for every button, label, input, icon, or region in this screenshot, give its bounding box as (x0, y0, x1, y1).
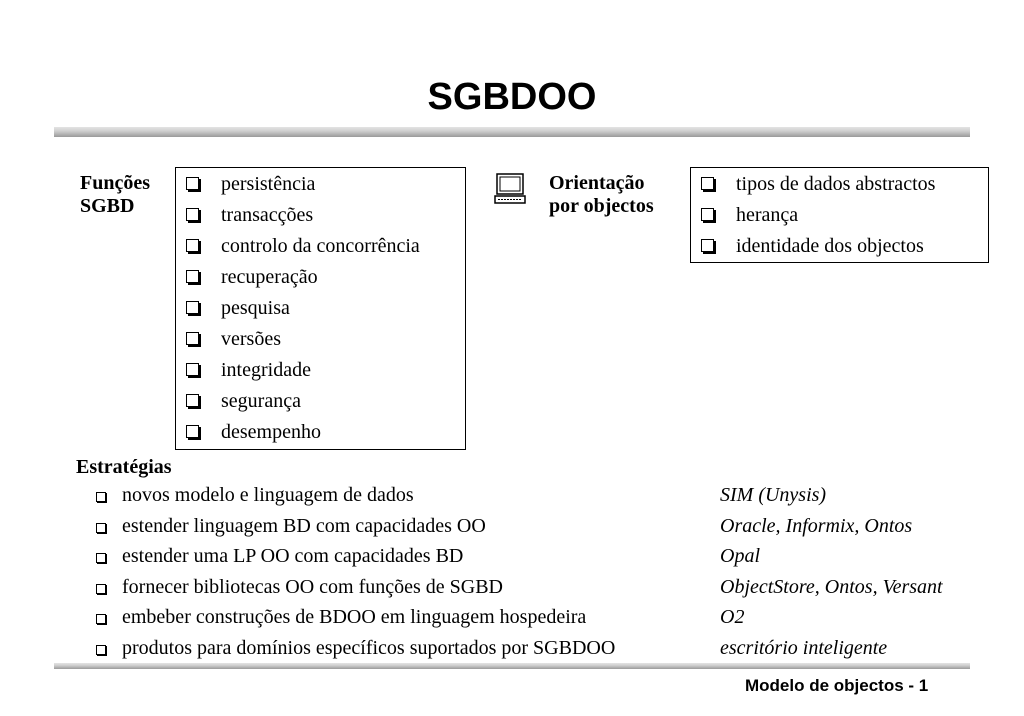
funcoes-box (175, 167, 466, 450)
funcoes-heading-line2: SGBD (80, 195, 135, 217)
list-item: persistência (176, 169, 465, 200)
funcoes-heading-line1: Funções (80, 172, 150, 194)
strategy-text: novos modelo e linguagem de dados (122, 484, 414, 506)
checkbox-bullet-icon (96, 523, 106, 533)
list-item: segurança (176, 386, 465, 417)
checkbox-bullet-icon (186, 208, 199, 221)
checkbox-bullet-icon (186, 363, 199, 376)
list-item: identidade dos objectos (691, 231, 988, 262)
checkbox-bullet-icon (96, 492, 106, 502)
orientacao-heading-line1: Orientação (549, 172, 645, 194)
strategy-text: produtos para domínios específicos suportados por SGBDOO (122, 636, 616, 659)
top-divider (54, 127, 970, 137)
checkbox-bullet-icon (701, 177, 714, 190)
list-item: transacções (176, 200, 465, 231)
checkbox-bullet-icon (186, 270, 199, 283)
orientacao-heading (549, 172, 654, 218)
checkbox-bullet-icon (186, 425, 199, 438)
checkbox-bullet-icon (186, 332, 199, 345)
strategy-products: ObjectStore, Ontos, Versant (720, 575, 943, 598)
strategy-products: Opal (720, 545, 760, 567)
funcoes-heading (80, 172, 150, 218)
orientacao-heading-line2: por objectos (549, 195, 654, 217)
checkbox-bullet-icon (96, 584, 106, 594)
strategy-products: Oracle, Informix, Ontos (720, 514, 913, 537)
strategy-products: O2 (720, 606, 745, 628)
list-item: tipos de dados abstractos (691, 169, 988, 200)
list-item: versões (176, 324, 465, 355)
bottom-divider (54, 663, 970, 669)
checkbox-bullet-icon (186, 177, 199, 190)
strategy-text: estender linguagem BD com capacidades OO (122, 514, 486, 537)
strategy-text: embeber construções de BDOO em linguagem hospedeira (122, 606, 587, 628)
strategy-products: escritório inteligente (720, 636, 888, 659)
strategy-products: SIM (Unysis) (720, 484, 827, 506)
list-item: recuperação (176, 262, 465, 293)
list-item: pesquisa (176, 293, 465, 324)
strategy-text: estender uma LP OO com capacidades BD (122, 545, 464, 567)
checkbox-bullet-icon (96, 614, 106, 624)
funcoes-list (176, 169, 465, 448)
orientacao-list (691, 169, 988, 262)
list-item: integridade (176, 355, 465, 386)
checkbox-bullet-icon (96, 553, 106, 563)
checkbox-bullet-icon (96, 645, 106, 655)
checkbox-bullet-icon (701, 239, 714, 252)
checkbox-bullet-icon (186, 301, 199, 314)
checkbox-bullet-icon (186, 394, 199, 407)
slide-footer: Modelo de objectos - 1 (745, 676, 929, 695)
checkbox-bullet-icon (186, 239, 199, 252)
estrategias-heading: Estratégias (76, 456, 172, 478)
slide-title: SGBDOO (427, 76, 597, 118)
list-item: desempenho (176, 417, 465, 448)
list-item: herança (691, 200, 988, 231)
computer-icon (493, 172, 527, 206)
list-item: controlo da concorrência (176, 231, 465, 262)
orientacao-box (690, 167, 989, 263)
strategy-text: fornecer bibliotecas OO com funções de SGBD (122, 575, 503, 598)
checkbox-bullet-icon (701, 208, 714, 221)
